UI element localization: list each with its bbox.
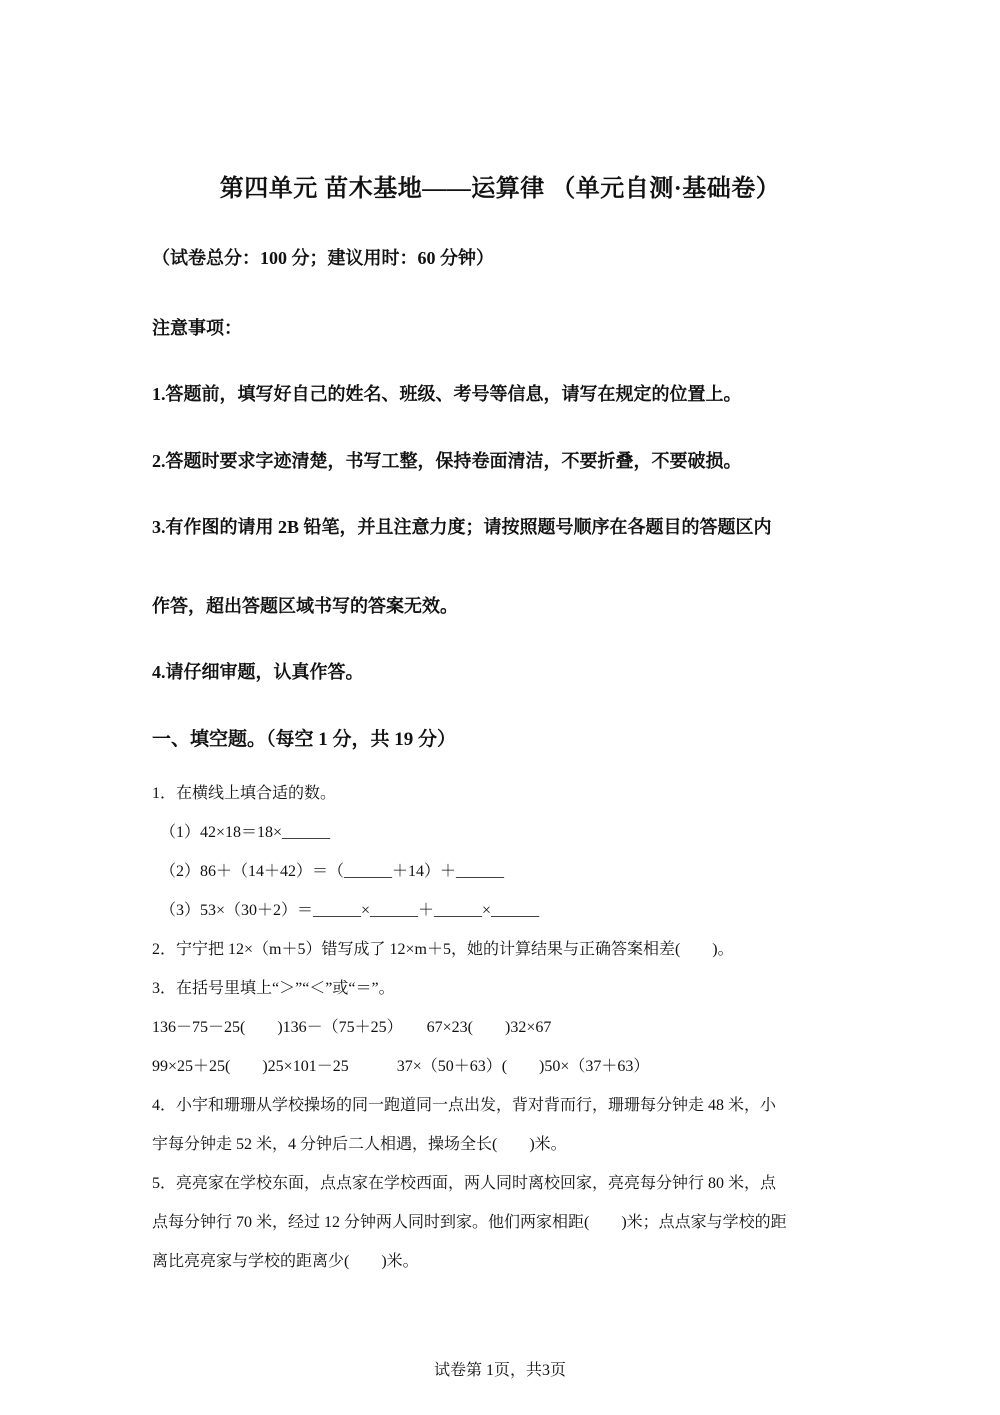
exam-title: 第四单元 苗木基地——运算律 （单元自测·基础卷） xyxy=(219,176,781,202)
page-footer: 试卷第 1页，共3页 xyxy=(433,1362,566,1379)
notice-item: 1.答题前，填写好自己的姓名、班级、考号等信息，请写在规定的位置上。 xyxy=(152,384,742,404)
question-1: 1．在横线上填合适的数。 xyxy=(152,785,337,802)
question-1-part-2: （2）86＋（14＋42）＝（______＋14）＋______ xyxy=(160,863,505,880)
question-1-part-1: （1）42×18＝18×______ xyxy=(160,824,331,841)
question-5: 5．亮亮家在学校东面，点点家在学校西面，两人同时离校回家，亮亮每分钟行 80 米，点 xyxy=(152,1175,777,1192)
question-4-cont: 宇每分钟走 52 米，4 分钟后二人相遇，操场全长( )米。 xyxy=(152,1136,567,1153)
notice-item: 4.请仔细审题，认真作答。 xyxy=(152,662,364,682)
question-3: 3．在括号里填上“＞”“＜”或“＝”。 xyxy=(152,980,395,997)
notice-item: 作答，超出答题区域书写的答案无效。 xyxy=(152,596,458,616)
notice-item: 3.有作图的请用 2B 铅笔，并且注意力度；请按照题号顺序在各题目的答题区内 xyxy=(152,517,772,537)
question-1-part-3: （3）53×（30＋2）＝______×______＋______×______ xyxy=(160,902,540,919)
section-heading: 一、填空题。（每空 1 分，共 19 分） xyxy=(152,729,457,750)
question-3-row-1: 136－75－25( )136－（75＋25） 67×23( )32×67 xyxy=(152,1019,552,1036)
question-3-row-2: 99×25＋25( )25×101－25 37×（50＋63）( )50×（37＋63） xyxy=(152,1058,650,1075)
question-5-cont: 离比亮亮家与学校的距离少( )米。 xyxy=(152,1253,419,1270)
question-5-cont: 点每分钟行 70 米，经过 12 分钟两人同时到家。他们两家相距( )米；点点家与学校的距 xyxy=(152,1214,787,1231)
notice-heading: 注意事项： xyxy=(152,318,242,338)
notice-item: 2.答题时要求字迹清楚，书写工整，保持卷面清洁，不要折叠，不要破损。 xyxy=(152,451,742,471)
question-4: 4．小宇和珊珊从学校操场的同一跑道同一点出发，背对背而行，珊珊每分钟走 48 米，小 xyxy=(152,1097,777,1114)
question-2: 2．宁宁把 12×（m＋5）错写成了 12×m＋5，她的计算结果与正确答案相差( )。 xyxy=(152,941,734,958)
exam-meta: （试卷总分：100 分；建议用时：60 分钟） xyxy=(152,248,494,268)
